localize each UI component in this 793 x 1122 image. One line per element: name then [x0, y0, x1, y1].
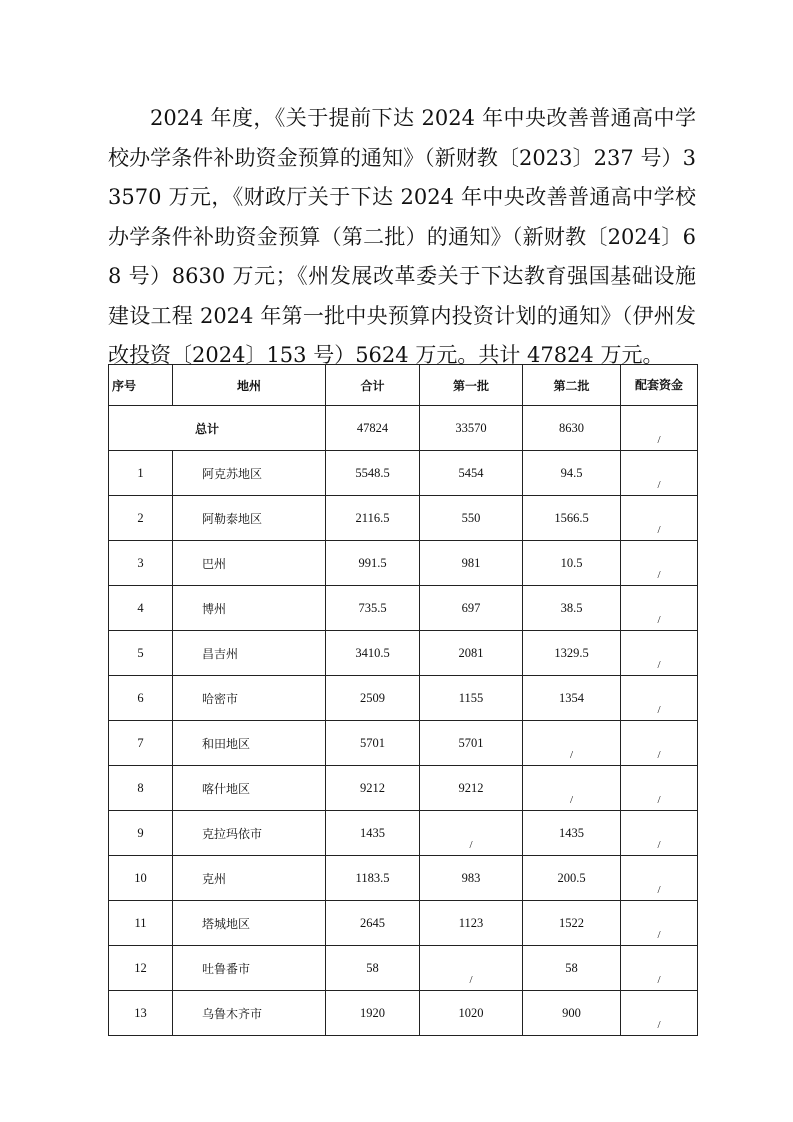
- header-total: 合计: [326, 365, 420, 406]
- row-region: 博州: [173, 586, 326, 631]
- row-batch1: 1155: [420, 676, 523, 721]
- intro-paragraph: 2024 年度，《关于提前下达 2024 年中央改善普通高中学校办学条件补助资金预算的通知》（新财教〔2023〕237 号）33570 万元，《财政厅关于下达 2024 年中央改善普通高中学校办学条件补助资金预算（第二批）的通知》（新财教〔2024〕68 号）8630 万元；《州发展改革委关于下达教育强国基础设施建设工程 2024 年第一批中央预算内投资计划的通知》（伊州发改投资〔2024〕153 号）5624 万元。共计 47824 万元。: [108, 106, 696, 367]
- row-region: 巴州: [173, 541, 326, 586]
- row-no: 7: [109, 721, 173, 766]
- total-label: 总计: [109, 406, 326, 451]
- row-batch2: 900: [523, 991, 621, 1036]
- header-supporting: 配套资金: [621, 365, 698, 406]
- row-batch2: 1354: [523, 676, 621, 721]
- row-supporting: /: [621, 676, 698, 721]
- row-no: 6: [109, 676, 173, 721]
- row-batch1: 983: [420, 856, 523, 901]
- row-no: 9: [109, 811, 173, 856]
- total-row: [109, 406, 698, 451]
- row-supporting: /: [621, 496, 698, 541]
- row-no: 1: [109, 451, 173, 496]
- row-batch1: 9212: [420, 766, 523, 811]
- row-region: 乌鲁木齐市: [173, 991, 326, 1036]
- row-batch2: 1566.5: [523, 496, 621, 541]
- row-supporting: /: [621, 451, 698, 496]
- row-no: 12: [109, 946, 173, 991]
- row-batch2: 38.5: [523, 586, 621, 631]
- row-supporting: /: [621, 811, 698, 856]
- row-supporting: /: [621, 856, 698, 901]
- row-total: 991.5: [326, 541, 420, 586]
- row-region: 吐鲁番市: [173, 946, 326, 991]
- row-supporting: /: [621, 721, 698, 766]
- table-row: [109, 451, 698, 496]
- row-no: 11: [109, 901, 173, 946]
- table-row: [109, 901, 698, 946]
- total-batch1: 33570: [420, 406, 523, 451]
- row-batch2: /: [523, 766, 621, 811]
- table-row: [109, 676, 698, 721]
- row-total: 5548.5: [326, 451, 420, 496]
- row-no: 2: [109, 496, 173, 541]
- header-no: 序号: [109, 365, 173, 406]
- table-row: [109, 991, 698, 1036]
- row-total: 1435: [326, 811, 420, 856]
- row-region: 昌吉州: [173, 631, 326, 676]
- row-no: 5: [109, 631, 173, 676]
- table-row: [109, 946, 698, 991]
- row-batch2: 1435: [523, 811, 621, 856]
- row-batch2: 200.5: [523, 856, 621, 901]
- row-batch1: 1020: [420, 991, 523, 1036]
- total-supporting: /: [621, 406, 698, 451]
- row-total: 2645: [326, 901, 420, 946]
- table-row: [109, 856, 698, 901]
- row-total: 2509: [326, 676, 420, 721]
- row-no: 4: [109, 586, 173, 631]
- row-region: 阿克苏地区: [173, 451, 326, 496]
- row-region: 阿勒泰地区: [173, 496, 326, 541]
- row-total: 2116.5: [326, 496, 420, 541]
- table-header-row: [109, 365, 698, 406]
- table-row: [109, 721, 698, 766]
- total-batch2: 8630: [523, 406, 621, 451]
- table-row: [109, 811, 698, 856]
- row-region: 克拉玛依市: [173, 811, 326, 856]
- row-no: 8: [109, 766, 173, 811]
- row-batch2: 10.5: [523, 541, 621, 586]
- row-region: 喀什地区: [173, 766, 326, 811]
- row-no: 10: [109, 856, 173, 901]
- total-sum: 47824: [326, 406, 420, 451]
- row-batch1: 2081: [420, 631, 523, 676]
- row-supporting: /: [621, 631, 698, 676]
- table-row: [109, 586, 698, 631]
- table-row: [109, 496, 698, 541]
- row-region: 塔城地区: [173, 901, 326, 946]
- row-total: 58: [326, 946, 420, 991]
- row-batch2: 1329.5: [523, 631, 621, 676]
- row-batch1: 5454: [420, 451, 523, 496]
- row-batch2: 58: [523, 946, 621, 991]
- table-row: [109, 766, 698, 811]
- header-batch1: 第一批: [420, 365, 523, 406]
- row-supporting: /: [621, 766, 698, 811]
- row-batch1: 1123: [420, 901, 523, 946]
- row-batch1: 981: [420, 541, 523, 586]
- row-batch1: 697: [420, 586, 523, 631]
- row-supporting: /: [621, 586, 698, 631]
- row-batch2: /: [523, 721, 621, 766]
- row-supporting: /: [621, 991, 698, 1036]
- header-region: 地州: [173, 365, 326, 406]
- row-supporting: /: [621, 901, 698, 946]
- table-row: [109, 541, 698, 586]
- row-supporting: /: [621, 946, 698, 991]
- row-region: 克州: [173, 856, 326, 901]
- row-supporting: /: [621, 541, 698, 586]
- table-row: [109, 631, 698, 676]
- row-batch1: 5701: [420, 721, 523, 766]
- row-batch1: /: [420, 946, 523, 991]
- row-batch1: 550: [420, 496, 523, 541]
- row-region: 和田地区: [173, 721, 326, 766]
- row-region: 哈密市: [173, 676, 326, 721]
- row-total: 5701: [326, 721, 420, 766]
- row-total: 9212: [326, 766, 420, 811]
- row-no: 13: [109, 991, 173, 1036]
- row-batch2: 94.5: [523, 451, 621, 496]
- row-batch2: 1522: [523, 901, 621, 946]
- row-batch1: /: [420, 811, 523, 856]
- row-no: 3: [109, 541, 173, 586]
- row-total: 1920: [326, 991, 420, 1036]
- header-batch2: 第二批: [523, 365, 621, 406]
- row-total: 1183.5: [326, 856, 420, 901]
- row-total: 3410.5: [326, 631, 420, 676]
- allocation-table: [108, 364, 698, 1036]
- row-total: 735.5: [326, 586, 420, 631]
